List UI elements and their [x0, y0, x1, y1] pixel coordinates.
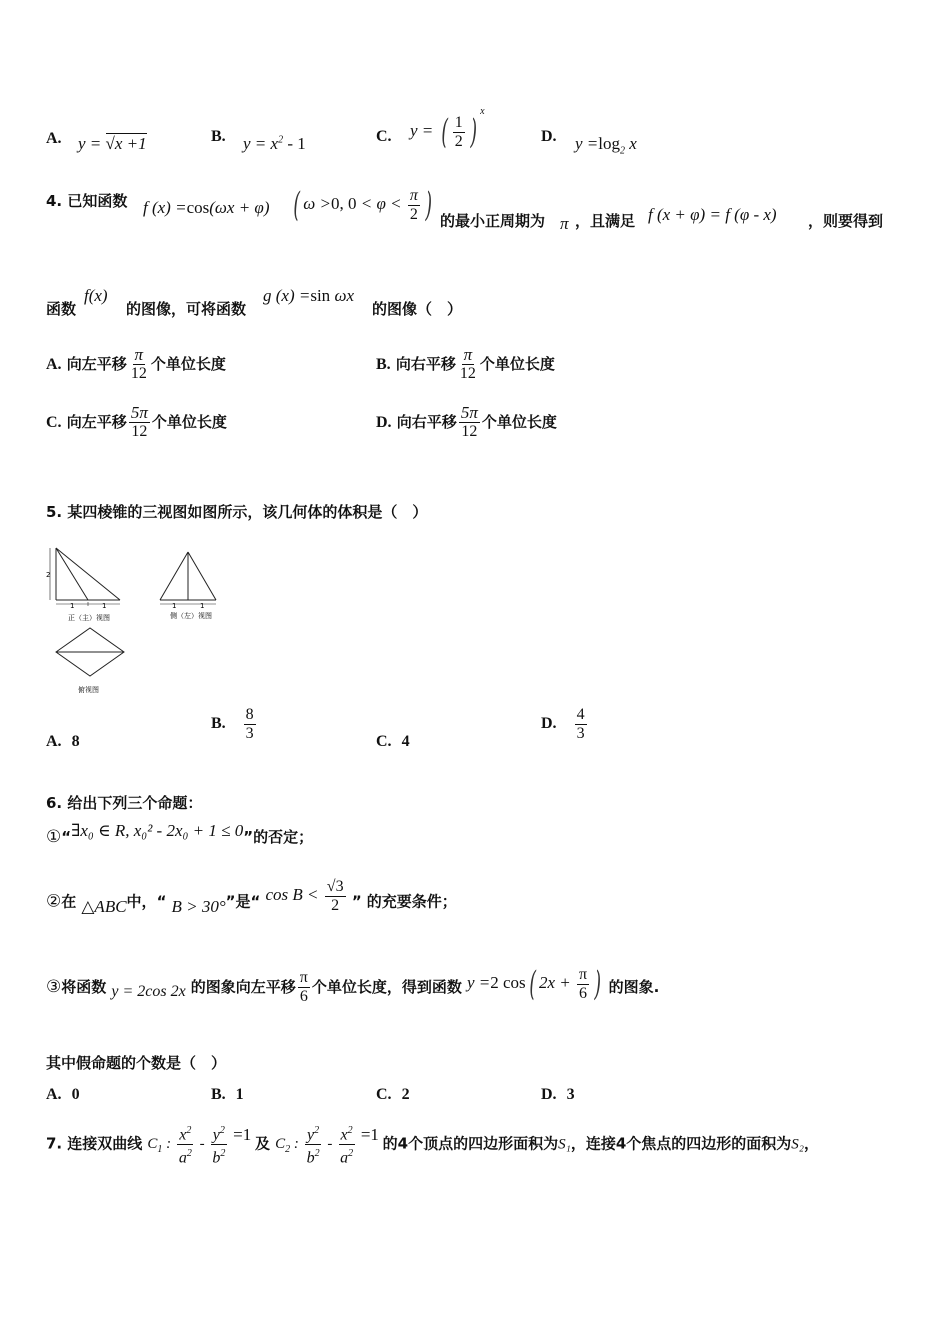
q6-prop1: ①“∃x₀ ∈ R, x₀² - 2x₀ + 1 ≤ 0”的否定； — [46, 821, 314, 847]
prop-mid: 中， — [126, 892, 157, 911]
dim-front-left: 1 — [70, 602, 75, 610]
q4-option-d — [376, 404, 557, 441]
q4-func: f (x) =cos(ωx + φ) — [143, 198, 270, 217]
option-label: C. — [376, 733, 392, 750]
prop-mark: ① — [46, 827, 62, 847]
frac-den: 12 — [131, 423, 148, 440]
prop-mid: 的图象向左平移 — [190, 977, 296, 996]
q6-number: 6. — [46, 794, 63, 812]
option-value: 4 — [401, 733, 410, 750]
q6-option-a — [46, 1086, 80, 1104]
q3-option-a — [46, 128, 62, 148]
q6-option-b — [211, 1086, 244, 1104]
option-value: 8 — [71, 733, 80, 750]
q7-text1: 连接双曲线 — [67, 1134, 143, 1153]
prop-mid2: 个单位长度，得到函数 — [311, 977, 462, 996]
q6-question: 其中假命题的个数是（ ） — [46, 1054, 227, 1072]
q4-gx: g (x) =sin ωx — [263, 286, 354, 305]
dim-front-right: 1 — [102, 602, 107, 610]
q3-option-d-label: D. — [541, 128, 557, 145]
frac-den: 6 — [299, 987, 308, 1005]
q7-and: 及 — [254, 1134, 270, 1153]
q6-prop3 — [46, 964, 660, 1008]
q4-number: 4. — [46, 192, 63, 210]
q4-cond: ( ω >0, 0 < φ < $\frac{\pi}{2}$ ) — [293, 185, 432, 225]
q4-eq: f (x + φ) = f (φ - x) — [648, 205, 777, 224]
q7-text3: ，连接4个焦点的四边形的面积为 — [570, 1134, 792, 1153]
prop-func2: y =2 cos( 2x + $\frac{\pi}{6}$ ) — [466, 964, 602, 1004]
option-post: 个单位长度 — [479, 355, 555, 373]
frac-num: π — [299, 968, 308, 986]
option-label: A. — [46, 733, 62, 750]
option-post: 个单位长度 — [481, 413, 557, 431]
side-view — [160, 552, 216, 604]
prop-cond: B > 30° — [171, 897, 226, 917]
q5-number: 5. — [46, 503, 63, 521]
q4-text5: 函数 — [46, 300, 77, 318]
option-post: 个单位长度 — [150, 355, 226, 373]
front-view — [50, 548, 120, 606]
side-caption: 侧（左）视图 — [170, 612, 212, 620]
option-label: B. — [211, 715, 226, 733]
option-label: B. — [211, 1086, 226, 1103]
prop-text: 的图象. — [608, 977, 660, 996]
q6-stem — [46, 792, 202, 813]
q4-text1: 已知函数 — [67, 192, 128, 210]
frac-den: 12 — [130, 365, 147, 382]
q4-text7: 的图像（ ） — [372, 300, 463, 318]
prop-pre: 在 — [61, 892, 77, 911]
q6-option-c — [376, 1086, 410, 1104]
option-value: 0 — [71, 1086, 80, 1103]
q3-option-a-formula: y = √x +1 — [78, 134, 147, 153]
top-view — [56, 628, 124, 676]
option-label: B. — [376, 356, 391, 373]
front-caption: 正（主）视图 — [68, 614, 110, 622]
q7-s2: S₂ — [791, 1136, 805, 1153]
prop-formula: ∃x₀ ∈ R, x₀² - 2x₀ + 1 ≤ 0 — [71, 821, 244, 840]
frac-num: 4 — [576, 706, 585, 723]
q7-c1: $C_1$ : $\frac{x^2}{a^2}$ - $\frac{y^2}{b^2}$ =1 — [147, 1136, 255, 1152]
q3-option-c-formula: y = ( $\frac{1}{2}$ )$^x$ — [410, 106, 485, 153]
q6-prop2: ②在 △ABC中，“ B > 30°”是“ cos B < $\frac{√3}{2}$ ” 的充要条件； — [46, 878, 457, 917]
q5-option-c — [376, 733, 410, 751]
frac-den: 3 — [245, 725, 254, 742]
frac-num: π — [463, 345, 473, 364]
dim-height: 2 — [46, 571, 51, 579]
q3-option-d-formula: $y =\log_2$ x — [575, 134, 637, 157]
top-caption: 俯视图 — [78, 686, 99, 694]
option-label: D. — [376, 414, 392, 431]
q5-text: 某四棱锥的三视图如图所示，该几何体的体积是（ ） — [67, 503, 428, 521]
prop-text: 的否定； — [253, 828, 314, 846]
q4-option-c — [46, 404, 227, 441]
q4-fx: f(x) — [84, 286, 108, 305]
dim-side-right: 1 — [200, 602, 205, 610]
frac-num: π — [134, 345, 144, 364]
option-label: C. — [46, 414, 62, 431]
q4-period: π — [560, 214, 569, 233]
q7-number: 7. — [46, 1134, 63, 1153]
frac-num: 8 — [245, 706, 254, 723]
option-pre: 向左平移 — [66, 355, 127, 373]
q4-text2: 的最小正周期为 — [440, 212, 546, 230]
q5-option-d — [541, 706, 589, 743]
prop-mark: ② — [46, 891, 62, 912]
q7-s1: S₁ — [558, 1136, 571, 1153]
q6-option-d — [541, 1086, 575, 1104]
q4-text4: ，则要得到 — [808, 212, 884, 230]
prop-cos-formula: cos B < $\frac{√3}{2}$ — [265, 878, 344, 914]
q7-stem — [46, 1122, 819, 1168]
q4-option-a — [46, 346, 226, 383]
option-label: C. — [376, 1086, 392, 1103]
option-label: A. — [46, 356, 62, 373]
q5-stem — [46, 501, 427, 522]
option-label: D. — [541, 1086, 557, 1103]
q5-option-b — [211, 706, 258, 743]
option-pre: 向左平移 — [66, 413, 127, 431]
option-value: 1 — [235, 1086, 244, 1103]
q6-text: 给出下列三个命题： — [67, 794, 203, 812]
q4-text6: 的图像，可将函数 — [126, 300, 247, 318]
q7-c2: $C_2$ : $\frac{y^2}{b^2}$ - $\frac{x^2}{a^2}$ =1 — [275, 1136, 383, 1152]
option-label: D. — [541, 715, 557, 733]
frac-num: 5π — [130, 403, 148, 422]
prop-mark: ③ — [46, 976, 62, 997]
q5-option-a — [46, 733, 80, 751]
q7-text2: 的4个顶点的四边形面积为 — [382, 1134, 559, 1153]
option-label: A. — [46, 1086, 62, 1103]
option-pre: 向右平移 — [395, 355, 456, 373]
frac-den: 12 — [461, 423, 478, 440]
prop-triangle: △ABC — [81, 897, 127, 917]
prop-pre: 将函数 — [61, 977, 107, 996]
frac-den: 3 — [576, 725, 585, 742]
option-pre: 向右平移 — [396, 413, 457, 431]
q4-stem-line1 — [46, 190, 127, 211]
option-post: 个单位长度 — [151, 413, 227, 431]
prop-func1: y = 2cos 2x — [111, 982, 186, 1000]
prop-is: 是 — [235, 892, 251, 911]
dim-side-left: 1 — [172, 602, 177, 610]
q3-option-c-label: C. — [376, 128, 392, 145]
option-value: 2 — [401, 1086, 410, 1103]
frac-num: 5π — [460, 403, 478, 422]
q7-tail: ， — [804, 1134, 820, 1153]
option-value: 3 — [566, 1086, 575, 1103]
q4-option-b — [376, 346, 555, 383]
prop-text: 的充要条件； — [366, 892, 457, 911]
q3-option-b-formula: $y = x^2 - 1$ — [243, 134, 306, 153]
q4-text3: ，且满足 — [575, 212, 636, 230]
option-label: A. — [46, 130, 62, 147]
frac-den: 12 — [459, 365, 476, 382]
three-view-figure — [40, 540, 240, 700]
q3-option-b-label: B. — [211, 128, 226, 145]
